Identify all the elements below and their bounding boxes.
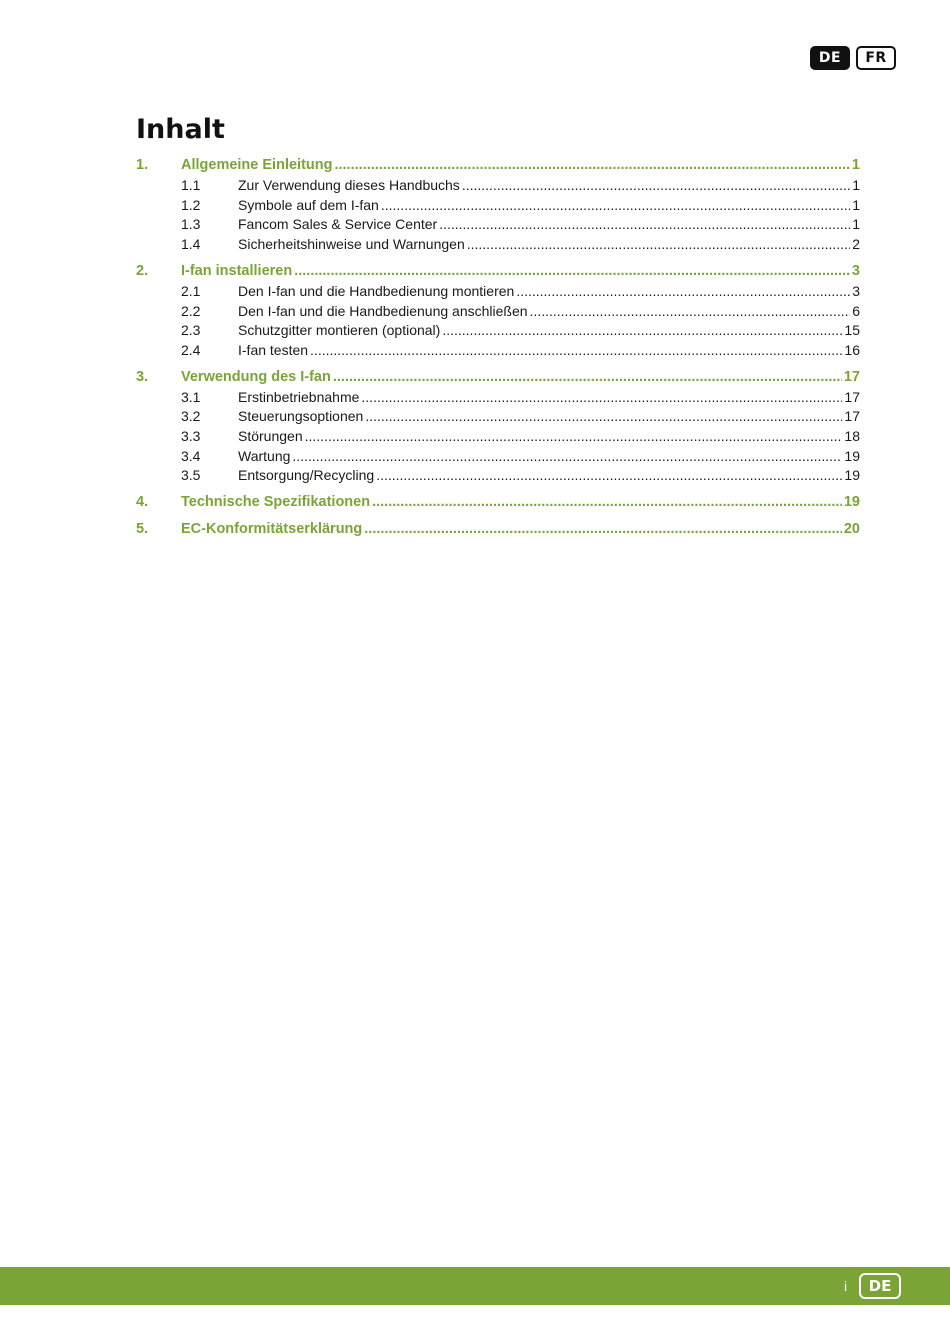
footer-language-badge: DE — [859, 1273, 901, 1299]
toc-number: 1.4 — [181, 236, 201, 253]
toc-entry-link[interactable] — [136, 427, 860, 447]
toc-number: 4. — [136, 494, 149, 511]
toc-leader-dots — [364, 519, 842, 540]
toc-label: Technische Spezifikationen — [181, 494, 371, 511]
toc-leader-dots — [334, 155, 849, 176]
toc-page-number: 19 — [843, 494, 860, 511]
language-switch — [810, 46, 896, 70]
toc-page-number: 3 — [852, 282, 860, 299]
toc-page-number: 18 — [844, 428, 860, 445]
footer-bar — [0, 1267, 950, 1305]
toc-label: Wartung — [238, 447, 291, 464]
toc-label: Verwendung des I-fan — [181, 368, 331, 385]
toc-label: Entsorgung/Recycling — [238, 467, 375, 484]
toc-label: Symbole auf dem I-fan — [238, 196, 379, 213]
toc-page-number: 17 — [844, 408, 860, 425]
toc-number: 2.4 — [181, 341, 201, 358]
toc-chapter-link[interactable] — [136, 155, 860, 176]
toc-section — [136, 261, 860, 361]
toc-number: 3.3 — [181, 428, 201, 445]
toc-page-number: 6 — [852, 302, 860, 319]
toc-page-number: 15 — [844, 322, 860, 339]
toc-entry-link[interactable] — [136, 466, 860, 486]
toc-page-number: 1 — [852, 216, 860, 233]
toc-leader-dots — [333, 367, 842, 388]
toc-entry-link[interactable] — [136, 388, 860, 408]
toc-label: Allgemeine Einleitung — [181, 157, 333, 173]
toc-section — [136, 519, 860, 540]
toc-section — [136, 492, 860, 513]
toc-chapter-link[interactable] — [136, 367, 860, 388]
toc-leader-dots — [439, 215, 850, 235]
toc-number: 1.1 — [181, 177, 201, 193]
toc-section — [136, 367, 860, 487]
toc-leader-dots — [310, 341, 842, 361]
toc-number: 2.3 — [181, 322, 201, 339]
toc-label: Fancom Sales & Service Center — [238, 216, 438, 233]
toc-page-number: 16 — [844, 341, 860, 358]
toc-label: Steuerungsoptionen — [238, 408, 364, 425]
toc-number: 2.2 — [181, 302, 201, 319]
toc-entry-link[interactable] — [136, 196, 860, 216]
toc-leader-dots — [294, 261, 850, 282]
toc-leader-dots — [442, 321, 842, 341]
toc-chapter-link[interactable] — [136, 492, 860, 513]
toc-number: 3.4 — [181, 447, 201, 464]
toc-number: 1. — [136, 157, 149, 173]
toc-number: 3.2 — [181, 408, 201, 425]
toc-leader-dots — [292, 447, 842, 467]
toc-page-number: 1 — [852, 196, 860, 213]
toc-label: Zur Verwendung dieses Handbuchs — [238, 177, 460, 193]
toc-page-number: 1 — [851, 157, 860, 173]
toc-label: EC-Konformitätserklärung — [181, 521, 363, 538]
toc-label: I-fan testen — [238, 341, 309, 358]
toc-page-number: 1 — [852, 177, 860, 193]
toc-number: 3.1 — [181, 388, 201, 405]
toc-number: 3.5 — [181, 467, 201, 484]
toc-number: 3. — [136, 368, 149, 385]
toc-number: 2. — [136, 262, 149, 279]
toc-entry-link[interactable] — [136, 447, 860, 467]
toc-label: Den I-fan und die Handbedienung montieren — [238, 282, 515, 299]
footer-page-number: i — [844, 1278, 848, 1294]
toc-label: I-fan installieren — [181, 262, 293, 279]
toc-leader-dots — [381, 196, 850, 216]
toc-page-number: 2 — [852, 236, 860, 253]
table-of-contents — [136, 155, 860, 546]
toc-page-number: 17 — [843, 368, 860, 385]
toc-entry-link[interactable] — [136, 341, 860, 361]
toc-page-number: 19 — [844, 447, 860, 464]
toc-leader-dots — [376, 466, 842, 486]
toc-number: 2.1 — [181, 282, 201, 299]
toc-entry-link[interactable] — [136, 282, 860, 302]
toc-page-number: 19 — [844, 467, 860, 484]
toc-leader-dots — [372, 492, 842, 513]
toc-section — [136, 155, 860, 255]
toc-leader-dots — [516, 282, 850, 302]
language-de-button[interactable]: DE — [810, 46, 850, 70]
toc-entry-link[interactable] — [136, 235, 860, 255]
toc-label: Erstinbetriebnahme — [238, 388, 360, 405]
toc-entry-link[interactable] — [136, 321, 860, 341]
toc-leader-dots — [365, 407, 842, 427]
toc-leader-dots — [305, 427, 843, 447]
toc-chapter-link[interactable] — [136, 261, 860, 282]
page-title: Inhalt — [136, 114, 225, 145]
language-fr-button[interactable]: FR — [856, 46, 896, 70]
toc-page-number: 3 — [851, 262, 860, 279]
toc-entry-link[interactable] — [136, 407, 860, 427]
toc-label: Störungen — [238, 428, 303, 445]
toc-leader-dots — [467, 235, 850, 255]
toc-label: Den I-fan und die Handbedienung anschließen — [238, 302, 528, 319]
toc-label: Sicherheitshinweise und Warnungen — [238, 236, 465, 253]
toc-page-number: 17 — [844, 388, 860, 405]
toc-number: 1.2 — [181, 196, 201, 213]
toc-entry-link[interactable] — [136, 215, 860, 235]
toc-leader-dots — [361, 388, 842, 408]
toc-entry-link[interactable] — [136, 176, 860, 196]
toc-leader-dots — [462, 176, 850, 196]
toc-entry-link[interactable] — [136, 302, 860, 322]
toc-number: 5. — [136, 521, 149, 538]
toc-leader-dots — [530, 302, 851, 322]
toc-chapter-link[interactable] — [136, 519, 860, 540]
toc-number: 1.3 — [181, 216, 201, 233]
toc-page-number: 20 — [843, 521, 860, 538]
toc-label: Schutzgitter montieren (optional) — [238, 322, 441, 339]
